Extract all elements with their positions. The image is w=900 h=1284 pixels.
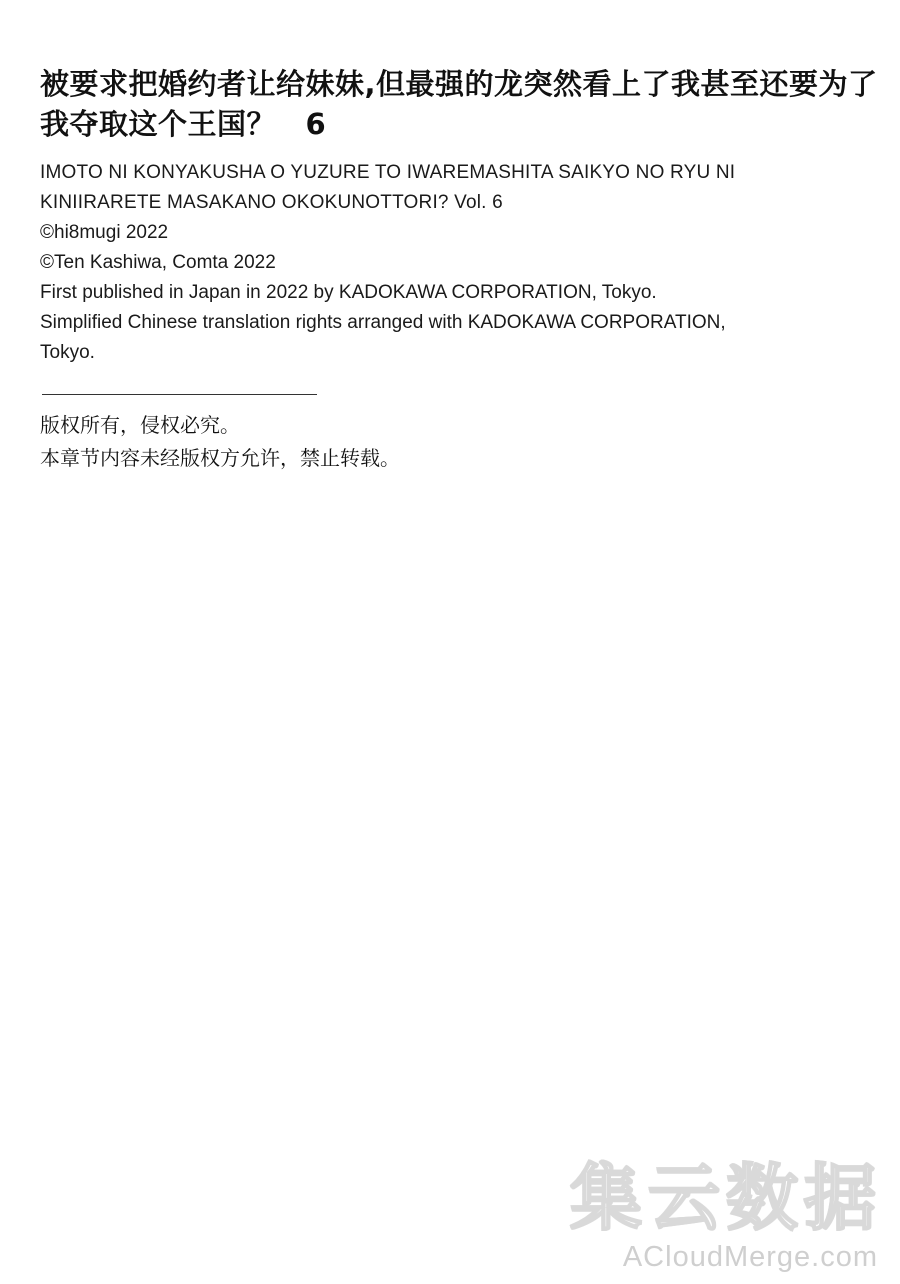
romaji-title-line-2: KINIIRARETE MASAKANO OKOKUNOTTORI? Vol. 6 <box>40 192 503 214</box>
reprint-notice <box>40 409 880 475</box>
watermark-chinese-text: 集云数据 <box>569 1156 882 1241</box>
no-reprint-line: 本章节内容未经版权方允许，禁止转载。 <box>40 446 400 471</box>
copyright-illustrator: ©Ten Kashiwa, Comta 2022 <box>40 252 276 274</box>
copyright-block <box>40 64 880 475</box>
translation-rights-note-line-1: Simplified Chinese translation rights arranged with KADOKAWA CORPORATION, <box>40 312 726 334</box>
watermark-latin-text: ACloudMerge.com <box>622 1241 878 1273</box>
romaji-title-line-1: IMOTO NI KONYAKUSHA O YUZURE TO IWAREMASHITA SAIKYO NO RYU NI <box>40 162 736 184</box>
copyright-text <box>40 158 880 368</box>
page-title: 被要求把婚约者让给妹妹,但最强的龙突然看上了我甚至还要为了我夺取这个王国？ 6 <box>40 67 878 142</box>
watermark <box>462 1156 882 1274</box>
copyright-author: ©hi8mugi 2022 <box>40 222 169 244</box>
section-divider <box>42 394 317 395</box>
rights-reserved-line: 版权所有，侵权必究。 <box>40 413 240 438</box>
translation-rights-note-line-2: Tokyo. <box>40 342 95 364</box>
first-publication-note: First published in Japan in 2022 by KADOKAWA CORPORATION, Tokyo. <box>40 282 657 304</box>
